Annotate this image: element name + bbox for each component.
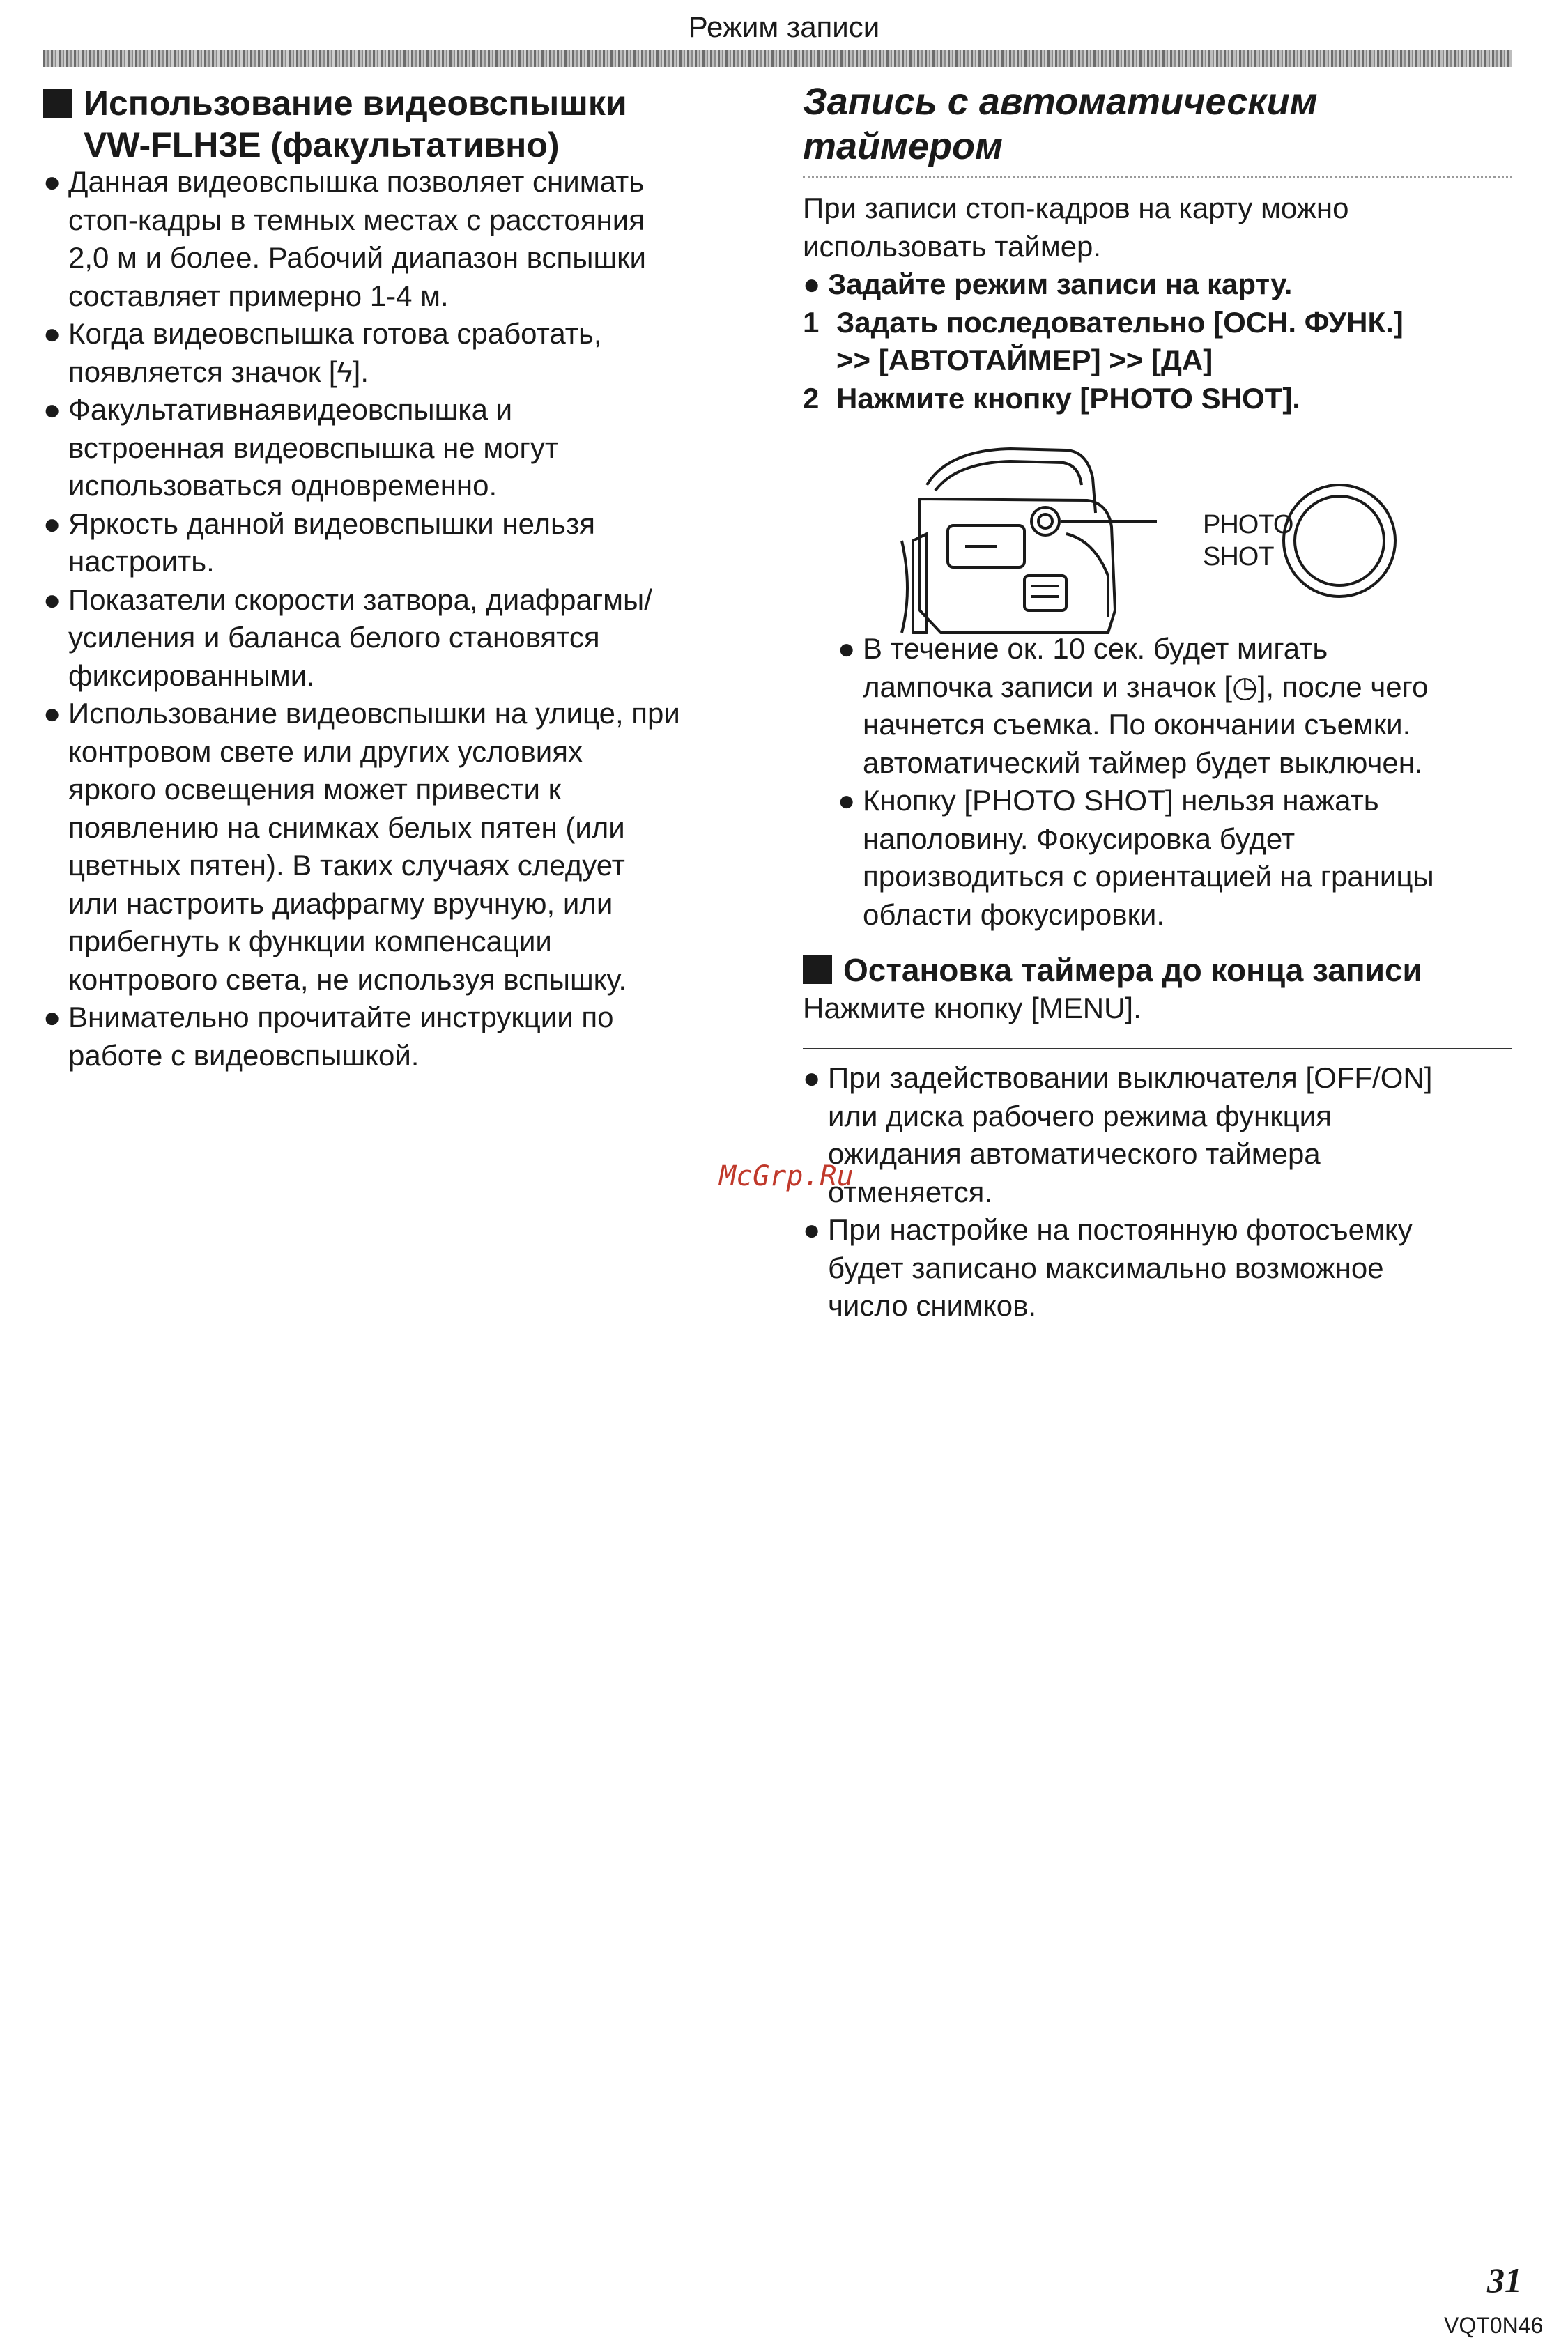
stop-timer-heading: Остановка таймера до конца записи	[803, 949, 1422, 991]
bullet-dot-icon: ●	[43, 583, 61, 616]
after-figure-bullet: ● Кнопку [PHOTO SHOT] нельзя нажать наполовину. Фокусировка будет производиться с ориентацией на границы области фокусировки.	[838, 782, 1512, 934]
bullet-dot-icon: ●	[803, 1061, 821, 1094]
bullet-dot-icon: ●	[43, 393, 61, 426]
watermark: McGrp.Ru	[719, 1160, 854, 1192]
self-timer-intro: При записи стоп-кадров на карту можно использовать таймер. ● Задайте режим записи на карту. 1 Задать последовательно [ОСН. ФУНК.] >> [АВТОТАЙМЕР] >> [ДА] 2 Нажмите кнопку [PHOTO SHOT].	[803, 190, 1512, 417]
after-figure-bullet: ● В течение ок. 10 сек. будет мигать лампочка записи и значок [◷], после чего начнется съемка. По окончании съемки. автоматический таймер будет выключен.	[838, 630, 1512, 782]
square-bullet-icon	[803, 955, 832, 984]
flash-bullet: ● Внимательно прочитайте инструкции по работе с видеовспышкой.	[43, 999, 747, 1075]
step-2: 2 Нажмите кнопку [PHOTO SHOT].	[803, 381, 1300, 415]
bullet-dot-icon: ●	[43, 1001, 61, 1033]
bullet-dot-icon: ●	[803, 268, 821, 300]
note-bullet: ● При настройке на постоянную фотосъемку будет записано максимально возможное число снимков.	[803, 1211, 1512, 1325]
flash-bullet: ● Факультативнаявидеовспышка и встроенная видеовспышка не могут использоваться одновременно.	[43, 391, 747, 505]
step-1: 1 Задать последовательно [ОСН. ФУНК.] >> [АВТОТАЙМЕР] >> [ДА]	[803, 305, 1404, 376]
stop-timer-text: Нажмите кнопку [MENU].	[803, 992, 1142, 1024]
bullet-dot-icon: ●	[838, 784, 856, 817]
handle-shape	[927, 449, 1096, 513]
bullet-dot-icon: ●	[43, 165, 61, 198]
square-bullet-icon	[43, 89, 72, 118]
photo-shot-button-magnified	[1284, 485, 1395, 597]
bullet-dot-icon: ●	[838, 632, 856, 665]
page-number: 31	[1487, 2261, 1522, 2300]
photo-shot-label: PHOTO SHOT	[1203, 510, 1293, 571]
bullet-dot-icon: ●	[43, 317, 61, 350]
flash-bullet: ● Данная видеовспышка позволяет снимать стоп-кадры в темных местах с расстояния 2,0 м и более. Рабочий диапазон вспышки составляет примерно 1-4 м.	[43, 163, 747, 315]
instruction-bullet: ● Задайте режим записи на карту.	[803, 266, 1512, 304]
document-code: VQT0N46	[1444, 2313, 1544, 2338]
flash-bullet: ● Яркость данной видеовспышки нельзя настроить.	[43, 505, 747, 581]
title-rule	[803, 176, 1512, 178]
flash-section-heading	[43, 82, 627, 166]
flash-bullet: ● Использование видеовспышки на улице, при контровом свете или других условиях яркого освещения может привести к появлению на снимках белых пятен (или цветных пятен). В таких случаях следует или настроить диафрагму вручную, или прибегнуть к функции компенсации контрового света, не используя вспышку.	[43, 695, 747, 999]
bullet-dot-icon: ●	[803, 1213, 821, 1246]
flash-heading-line1: Использование видеовспышки	[84, 84, 627, 123]
self-timer-title: Запись с автоматическим таймером	[803, 81, 1318, 167]
note-bullet: ● При задействовании выключателя [OFF/ON] или диска рабочего режима функция ожидания автоматического таймера отменяется.	[803, 1059, 1512, 1211]
flash-bullet: ● Показатели скорости затвора, диафрагмы/ усиления и баланса белого становятся фиксированными.	[43, 581, 747, 695]
camcorder-illustration	[899, 436, 1429, 638]
flash-bullet: ● Когда видеовспышка готова сработать, появляется значок [ϟ].	[43, 315, 747, 391]
notes-rule	[803, 1048, 1512, 1049]
flash-bullets	[43, 163, 747, 1075]
bullet-dot-icon: ●	[43, 507, 61, 540]
notes	[803, 1059, 1512, 1325]
page-header-title: Режим записи	[688, 10, 880, 43]
header-band	[43, 50, 1512, 67]
after-figure-bullets	[838, 630, 1512, 934]
flash-heading-line2: VW-FLH3E (факультативно)	[84, 125, 560, 164]
bullet-dot-icon: ●	[43, 697, 61, 730]
